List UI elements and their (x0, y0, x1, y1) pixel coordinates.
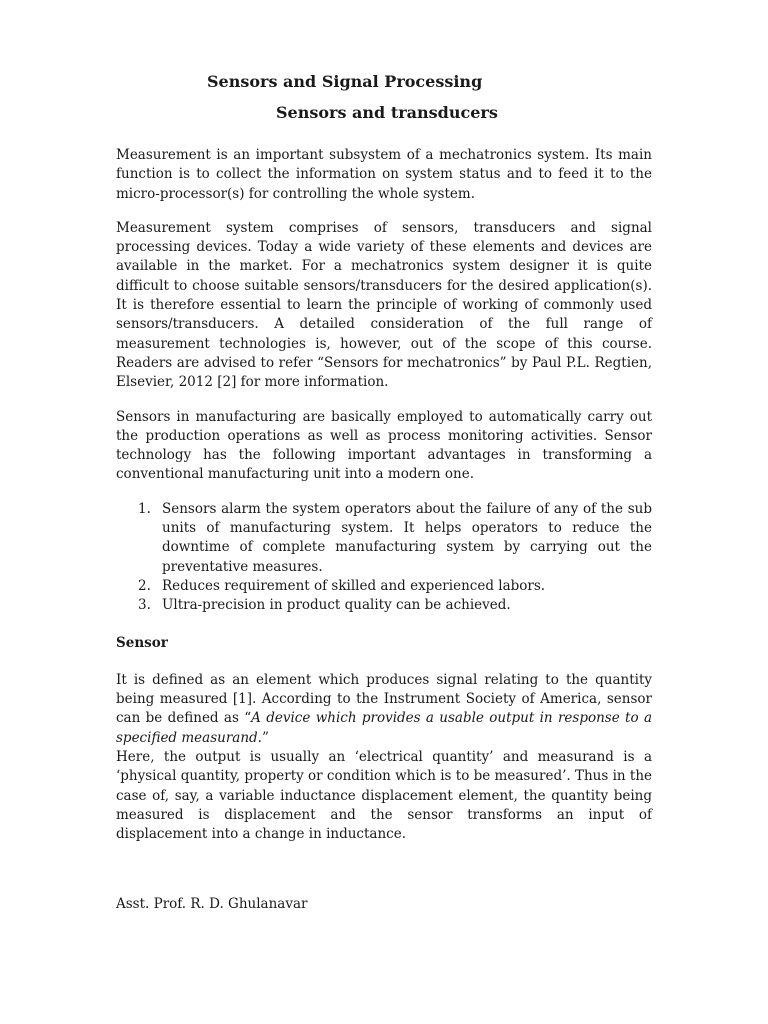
list-item (116, 500, 652, 577)
paragraph-measurement-system: Measurement system comprises of sensors, transducers and signal processing devices. Today a wide variety of these elements and devices are available in the market. For a mechatronics system designer it is quite difficult to choose suitable sensors/transducers for the desired application(s). It is therefore essential to learn the principle of working of commonly used sensors/transducers. A detailed consideration of the full range of measurement technologies is, however, out of the scope of this course. Readers are advised to refer “Sensors for mechatronics” by Paul P.L. Regtien, Elsevier, 2012 [2] for more information. (116, 219, 652, 391)
footer-author: Asst. Prof. R. D. Ghulanavar (116, 896, 308, 912)
document-title: Sensors and Signal Processing (207, 72, 483, 91)
sensor-definition-close-quote: ” (261, 729, 269, 746)
list-item (116, 577, 652, 596)
advantages-list (116, 500, 652, 616)
sensor-definition-explanation: Here, the output is usually an ‘electrical quantity’ and measurand is a ‘physical quantity, property or condition which is to be measured’. Thus in the case of, say, a variable inductance displacement element, the quantity being measured is displacement and the sensor transforms an input of displacement into a change in inductance. (116, 749, 652, 843)
list-item-text: Ultra-precision in product quality can be achieved. (162, 597, 511, 614)
list-item-number: 1. (138, 500, 151, 517)
sensor-definition-quote: A device which provides a usable output in response to a specified measurand. (116, 710, 652, 746)
paragraph-sensor-definition (116, 671, 652, 845)
sensor-definition-text: It is defined as an element which produces signal relating to the quantity being measured [1]. According to the Instrument Society of America, sensor can be defined as “ (116, 671, 652, 727)
paragraph-intro: Measurement is an important subsystem of a mechatronics system. Its main function is to collect the information on system status and to feed it to the micro-processor(s) for controlling the whole system. (116, 147, 652, 202)
list-item-text: Reduces requirement of skilled and experienced labors. (162, 577, 546, 594)
section-heading-sensor: Sensor (116, 634, 168, 651)
document-subtitle: Sensors and transducers (276, 103, 498, 122)
paragraph-sensors-manufacturing: Sensors in manufacturing are basically employed to automatically carry out the production operations as well as process monitoring activities. Sensor technology has the following important advantages in transforming a conventional manufacturing unit into a modern one. (116, 408, 652, 483)
document-body (116, 146, 652, 860)
list-item-number: 3. (138, 597, 151, 614)
list-item-text: Sensors alarm the system operators about the failure of any of the sub units of manufacturing system. It helps operators to reduce the downtime of complete manufacturing system by carrying out the preventative measures. (162, 500, 652, 575)
list-item (116, 596, 652, 615)
list-item-number: 2. (138, 577, 151, 594)
